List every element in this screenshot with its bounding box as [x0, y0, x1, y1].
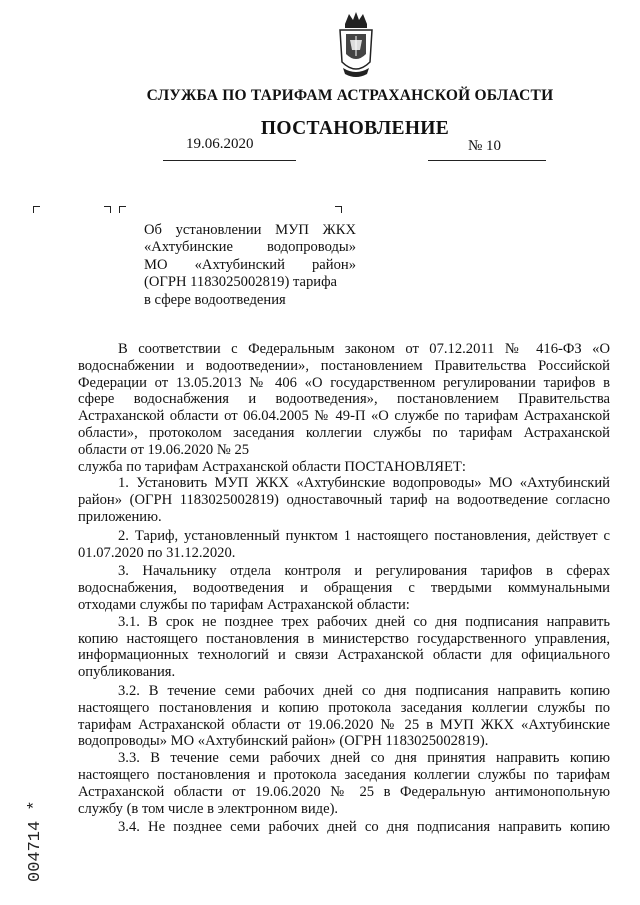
body-line: 01.07.2020 по 31.12.2020.	[78, 544, 236, 561]
body-line: Астраханской области от 06.04.2005 № 49-П «О службе по тарифам Астраханской	[78, 408, 610, 425]
body-line: 3.1. В срок не позднее трех рабочих дней со дня подписания направить	[118, 613, 610, 630]
document-subject	[144, 222, 356, 309]
body-line: 3.4. Не позднее семи рабочих дней со дня подписания направить копию	[118, 819, 610, 836]
body-line: тарифам Астраханской области от 19.06.2020 № 25 в МУП ЖКХ «Ахтубинские	[78, 716, 610, 733]
margin-stamp	[18, 760, 48, 890]
document-body	[78, 341, 610, 836]
body-line: копию настоящего постановления в министерство государственного управления,	[78, 630, 610, 647]
corner-bracket	[33, 206, 40, 213]
body-line: сфере водоснабжения и водоотведения», постановлением Правительства	[78, 391, 610, 408]
body-line: Федерации от 13.05.2013 № 406 «О государственном регулировании тарифов в	[78, 374, 610, 391]
body-line: водоснабжения, водоотведения и обращения с твердыми коммунальными	[78, 580, 610, 597]
subject-line: МО «Ахтубинский район»	[144, 256, 356, 273]
number-underline	[428, 160, 546, 161]
body-line: службу (в том числе в электронном виде).	[78, 800, 339, 817]
document-number: № 10	[468, 138, 502, 154]
document-date: 19.06.2020	[186, 136, 254, 152]
body-line: 1. Установить МУП ЖКХ «Ахтубинские водопроводы» МО «Ахтубинский	[118, 475, 610, 492]
body-line: Астраханской области от 19.06.2020 № 25 в Федеральную антимонопольную	[78, 783, 610, 800]
document-type-title: ПОСТАНОВЛЕНИЕ	[260, 118, 450, 139]
corner-bracket	[119, 206, 126, 213]
agency-name: СЛУЖБА ПО ТАРИФАМ АСТРАХАНСКОЙ ОБЛАСТИ	[146, 87, 554, 104]
body-line: настоящего постановления и протокола заседания коллегии службы по тарифам	[78, 766, 610, 783]
margin-stamp-text: 004714 *	[26, 800, 45, 882]
coat-of-arms-icon	[337, 10, 375, 82]
subject-line: (ОГРН 1183025002819) тарифа	[144, 274, 338, 291]
body-line: области», протоколом заседания коллегии службы по тарифам Астраханской	[78, 424, 610, 441]
body-line: служба по тарифам Астраханской области ПОСТАНОВЛЯЕТ:	[78, 458, 466, 475]
body-line: информационных технологий и связи Астраханской области для официального	[78, 647, 610, 664]
body-line: водопроводы» МО «Ахтубинский район» (ОГРН 1183025002819).	[78, 733, 489, 750]
body-line: 2. Тариф, установленный пунктом 1 настоящего постановления, действует с	[118, 527, 610, 544]
body-line: 3.2. В течение семи рабочих дней со дня подписания направить копию	[118, 682, 610, 699]
subject-line: «Ахтубинские водопроводы»	[144, 239, 356, 256]
body-line: опубликования.	[78, 664, 176, 681]
corner-bracket	[104, 206, 111, 213]
date-underline	[163, 160, 296, 161]
subject-line: Об установлении МУП ЖКХ	[144, 222, 356, 238]
body-line: области от 19.06.2020 № 25	[78, 441, 250, 458]
body-line: 3.3. В течение семи рабочих дней со дня принятия направить копию	[118, 750, 610, 767]
body-line: водоснабжении и водоотведении», постановлением Правительства Российской	[78, 357, 610, 374]
body-line: 3. Начальнику отдела контроля и регулирования тарифов в сферах	[118, 563, 610, 580]
body-line: отходами службы по тарифам Астраханской области:	[78, 596, 410, 613]
subject-line: в сфере водоотведения	[144, 291, 286, 308]
corner-bracket	[335, 206, 342, 213]
body-line: настоящего постановления и копию протокола заседания коллегии службы по	[78, 699, 610, 716]
body-line: район» (ОГРН 1183025002819) одноставочный тариф на водоотведение согласно	[78, 492, 610, 509]
body-line: В соответствии с Федеральным законом от 07.12.2011 № 416-ФЗ «О	[118, 341, 610, 357]
body-line: приложению.	[78, 508, 162, 525]
